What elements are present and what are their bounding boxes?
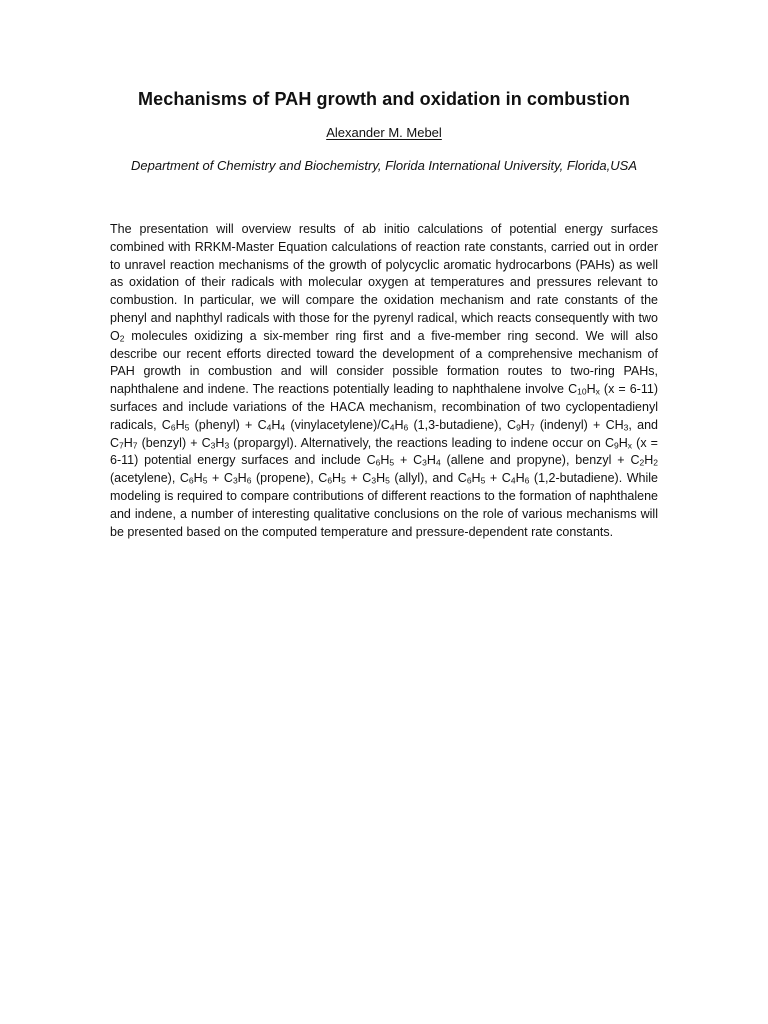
abstract-paragraph: The presentation will overview results of ab initio calculations of potential energy surfaces combined with RRKM-Master Equation calculations of reaction rate constants, carried out in order to unravel reaction mechanisms of the growth of polycyclic aromatic hydrocarbons (PAHs) as well as oxidation of their radicals with molecular oxygen at temperatures and pressures relevant to combustion. In particular, we will compare the oxidation mechanism and rate constants of the phenyl and naphthyl radicals with those for the pyrenyl radical, which reacts consequently with two $O_2$ molecules oxidizing a six-member ring first and a five-member ring second. We will also describe our recent efforts directed toward the development of a comprehensive mechanism of PAH growth in combustion and will consider possible formation routes to two-ring PAHs, naphthalene and indene. The reactions potentially leading to naphthalene involve $C_{10}H_x$ (x = 6-11) surfaces and include variations of the HACA mechanism, recombination of two cyclopentadienyl radicals, $C_6H_5$ (phenyl) + $C_4H_4$ $(vinylacetylene)/C_4H_6$ (1,3-butadiene), $C_9H_7$ (indenyl) + $CH_3$, and $C_7H_7$ (benzyl) + $C_3H_3$ (propargyl). Alternatively, the reactions leading to indene occur on $C_9H_x$ (x = 6-11) potential energy surfaces and include $C_6H_5 + C_3H_4$ (allene and propyne), benzyl + $C_2H_2$ (acetylene), $C_6H_5 + C_3H_6$ (propene), $C_6H_5 + C_3H_5$ (allyl), and $C_6H_5 + C_4H_6$ (1,2-butadiene). While modeling is required to compare contributions of different reactions to the formation of naphthalene and indene, a number of interesting qualitative conclusions on the role of various mechanisms will be presented based on the computed temperature and pressure-dependent rate constants. (110, 222, 659, 539)
document-title: Mechanisms of PAH growth and oxidation in combustion (138, 89, 630, 109)
author-name: Alexander M. Mebel (326, 125, 442, 140)
author-affiliation: Department of Chemistry and Biochemistry, Florida International University, Florida,USA (131, 158, 637, 173)
